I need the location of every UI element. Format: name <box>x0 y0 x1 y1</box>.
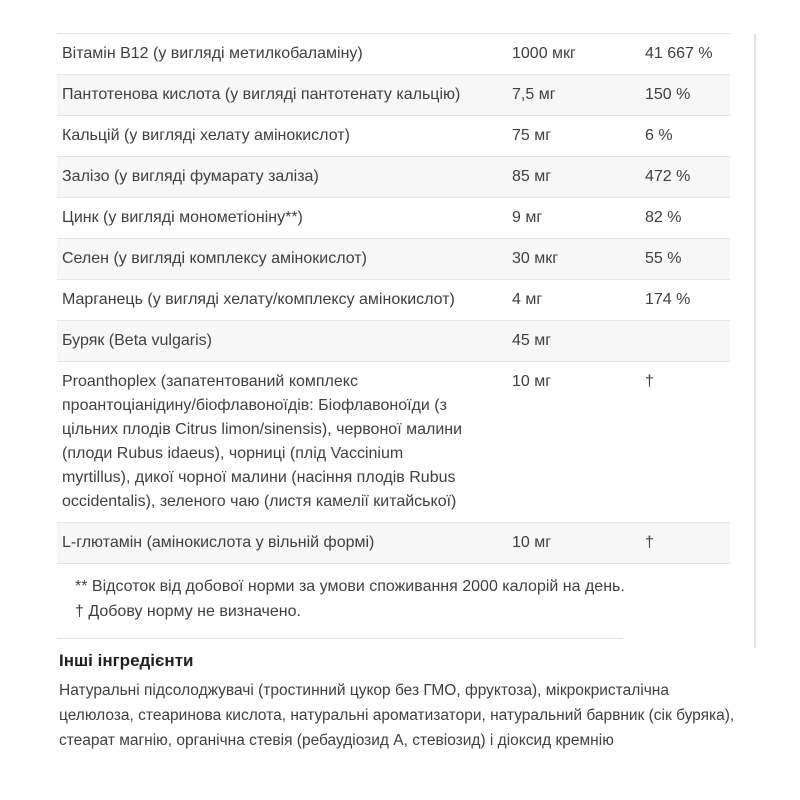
ingredient-amount: 1000 мкг <box>512 45 576 62</box>
supplement-facts-table <box>57 33 730 564</box>
table-row <box>57 321 730 362</box>
ingredient-name: Кальцій (у вигляді хелату амінокислот) <box>62 127 350 144</box>
table-row <box>57 362 730 523</box>
ingredient-daily-value: 472 % <box>645 168 691 185</box>
table-row <box>57 280 730 321</box>
supplement-facts-section <box>57 33 733 753</box>
ingredient-daily-value: 174 % <box>645 291 691 308</box>
ingredient-amount: 10 мг <box>512 373 552 390</box>
table-row <box>57 116 730 157</box>
ingredient-amount: 85 мг <box>512 168 552 185</box>
ingredient-name: Залізо (у вигляді фумарату заліза) <box>62 168 319 185</box>
footnote-dagger: † Добову норму не визначено. <box>75 603 301 620</box>
ingredient-daily-value: 150 % <box>645 86 691 103</box>
ingredient-amount: 9 мг <box>512 209 543 226</box>
ingredient-amount: 10 мг <box>512 534 552 551</box>
ingredient-amount: 4 мг <box>512 291 543 308</box>
ingredient-amount: 45 мг <box>512 332 552 349</box>
ingredient-name: Вітамін B12 (у вигляді метилкобаламіну) <box>62 45 363 62</box>
section-divider <box>57 638 623 639</box>
ingredient-amount: 7,5 мг <box>512 86 556 103</box>
other-ingredients-heading: Інші інгредієнти <box>59 651 194 670</box>
other-ingredients-text: Натуральні підсолоджувачі (тростинний цукор без ГМО, фруктоза), мікрокристалічна целюлоза, стеаринова кислота, натуральні ароматизатори, натуральний барвник (сік буряка), стеарат магнію, органічна стевія (ребаудіозид А, стевіозид) і діоксид кремнію <box>59 682 735 749</box>
table-row <box>57 239 730 280</box>
ingredient-name: Proanthoplex (запатентований комплекс проантоціанідину/біофлавоноїдів: Біофлавоноїди (з цільних плодів Citrus limon/sinensis), червоної малини (плоди Rubus idaeus), чорниці (плід Vaccinium myrtillus), дикої чорної малини (насіння плодів Rubus occidentalis), зеленого чаю (листя камелії китайської) <box>62 373 463 510</box>
table-row <box>57 75 730 116</box>
ingredient-daily-value: 55 % <box>645 250 682 267</box>
table-row <box>57 198 730 239</box>
table-row <box>57 34 730 75</box>
ingredient-amount: 75 мг <box>512 127 552 144</box>
ingredient-name: Буряк (Beta vulgaris) <box>62 332 212 349</box>
ingredient-daily-value: 82 % <box>645 209 682 226</box>
ingredient-daily-value: † <box>645 373 654 390</box>
ingredient-amount: 30 мкг <box>512 250 559 267</box>
footnote-daily-value: ** Відсоток від добової норми за умови споживання 2000 калорій на день. <box>75 578 625 595</box>
ingredient-name: Цинк (у вигляді монометіоніну**) <box>62 209 303 226</box>
footnotes-block <box>75 574 733 624</box>
scrollbar[interactable] <box>754 34 756 648</box>
ingredient-name: Селен (у вигляді комплексу амінокислот) <box>62 250 367 267</box>
ingredient-name: Марганець (у вигляді хелату/комплексу амінокислот) <box>62 291 455 308</box>
ingredient-name: Пантотенова кислота (у вигляді пантотенату кальцію) <box>62 86 461 103</box>
ingredient-name: L-глютамін (амінокислота у вільній формі) <box>62 534 375 551</box>
table-row <box>57 157 730 198</box>
ingredient-daily-value: 6 % <box>645 127 673 144</box>
ingredient-daily-value: † <box>645 534 654 551</box>
table-row <box>57 523 730 564</box>
ingredient-daily-value: 41 667 % <box>645 45 713 62</box>
